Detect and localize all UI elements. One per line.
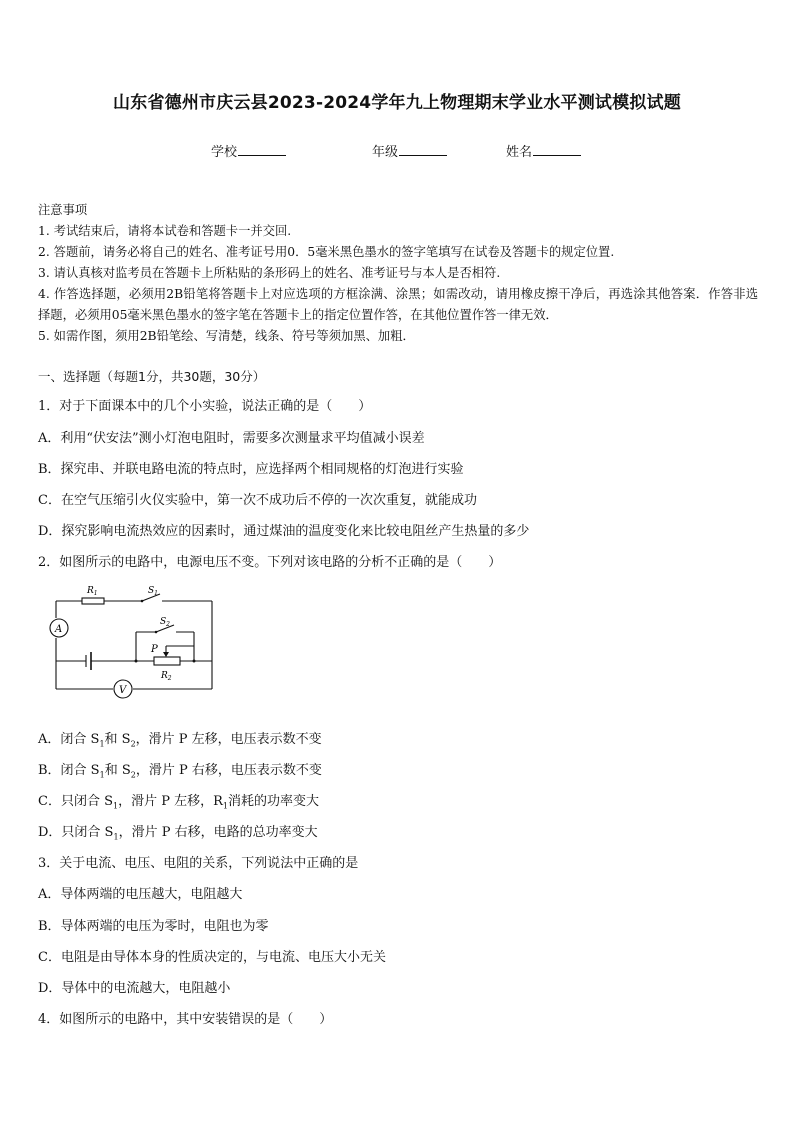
q1-option-c: C．在空气压缩引火仪实验中，第一次不成功后不停的一次次重复，就能成功 xyxy=(38,493,477,508)
q2-option-b: B．闭合 $S_1$和 $S_2$，滑片 P 右移，电压表示数不变 xyxy=(38,763,322,780)
label-s2: $S_2$ xyxy=(160,617,170,628)
notice-item-1: 1. 考试结束后，请将本试卷和答题卡一并交回. xyxy=(38,224,292,238)
grade-blank xyxy=(399,143,447,156)
notice-item-3: 3. 请认真核对监考员在答题卡上所粘贴的条形码上的姓名、准考证号与本人是否相符. xyxy=(38,266,501,280)
name-field xyxy=(506,141,581,160)
q2-stem: 2．如图所示的电路中，电源电压不变。下列对该电路的分析不正确的是（ ） xyxy=(38,555,502,570)
q2-option-a: A．闭合 $S_1$和 $S_2$，滑片 P 左移，电压表示数不变 xyxy=(38,732,322,749)
notice-block xyxy=(38,200,758,347)
notice-item-4: 4. 作答选择题，必须用2B铅笔将答题卡上对应选项的方框涂满、涂黑；如需改动，请用橡皮擦干净后，再选涂其他答案．作答非选择题，必须用05毫米黑色墨水的签字笔在答题卡上的指定位置作答，在其他位置作答一律无效． xyxy=(38,287,758,322)
school-field xyxy=(211,141,286,160)
q3-option-a: A．导体两端的电压越大，电阻越大 xyxy=(38,887,243,902)
school-blank xyxy=(238,143,286,156)
q3-option-b: B．导体两端的电压为零时，电阻也为零 xyxy=(38,919,269,934)
name-blank xyxy=(533,143,581,156)
q4-stem: 4．如图所示的电路中，其中安装错误的是（ ） xyxy=(38,1012,333,1027)
notice-item-2: 2. 答题前，请务必将自己的姓名、准考证号用0．5毫米黑色墨水的签字笔填写在试卷及答题卡的规定位置. xyxy=(38,245,615,259)
grade-label: 年级 xyxy=(372,145,399,160)
label-r2: $R_2$ xyxy=(161,671,172,682)
school-label: 学校 xyxy=(211,145,238,160)
q1-option-a: A．利用“伏安法”测小灯泡电阻时，需要多次测量求平均值减小误差 xyxy=(38,431,425,446)
q3-stem: 3．关于电流、电压、电阻的关系，下列说法中正确的是 xyxy=(38,856,359,871)
grade-field xyxy=(372,141,447,160)
label-p: P xyxy=(151,644,158,655)
notice-item-5: 5. 如需作图，须用2B铅笔绘、写清楚，线条、符号等须加黑、加粗． xyxy=(38,329,415,343)
q2-option-d: D．只闭合 $S_1$，滑片 P 右移，电路的总功率变大 xyxy=(38,825,318,842)
q1-option-b: B．探究串、并联电路电流的特点时，应选择两个相同规格的灯泡进行实验 xyxy=(38,462,464,477)
q1-stem: 1．对于下面课本中的几个小实验，说法正确的是（ ） xyxy=(38,399,372,414)
label-r1: $R_1$ xyxy=(87,586,98,597)
notice-heading: 注意事项 xyxy=(38,203,88,217)
q3-option-d: D．导体中的电流越大，电阻越小 xyxy=(38,981,231,996)
name-label: 姓名 xyxy=(506,145,533,160)
q3-option-c: C．电阻是由导体本身的性质决定的，与电流、电压大小无关 xyxy=(38,950,386,965)
label-s1: $S_1$ xyxy=(148,586,158,597)
circuit-diagram xyxy=(44,580,224,700)
voltmeter-label: V xyxy=(119,685,127,696)
exam-title: 山东省德州市庆云县2023-2024学年九上物理期末学业水平测试模拟试题 xyxy=(113,93,681,113)
q1-option-d: D．探究影响电流热效应的因素时，通过煤油的温度变化来比较电阻丝产生热量的多少 xyxy=(38,524,530,539)
section-heading: 一、选择题（每题1分，共30题，30分） xyxy=(38,369,266,384)
ammeter-label: A xyxy=(55,624,63,635)
q2-option-c: C．只闭合 $S_1$，滑片 P 左移，$R_1$消耗的功率变大 xyxy=(38,794,320,811)
